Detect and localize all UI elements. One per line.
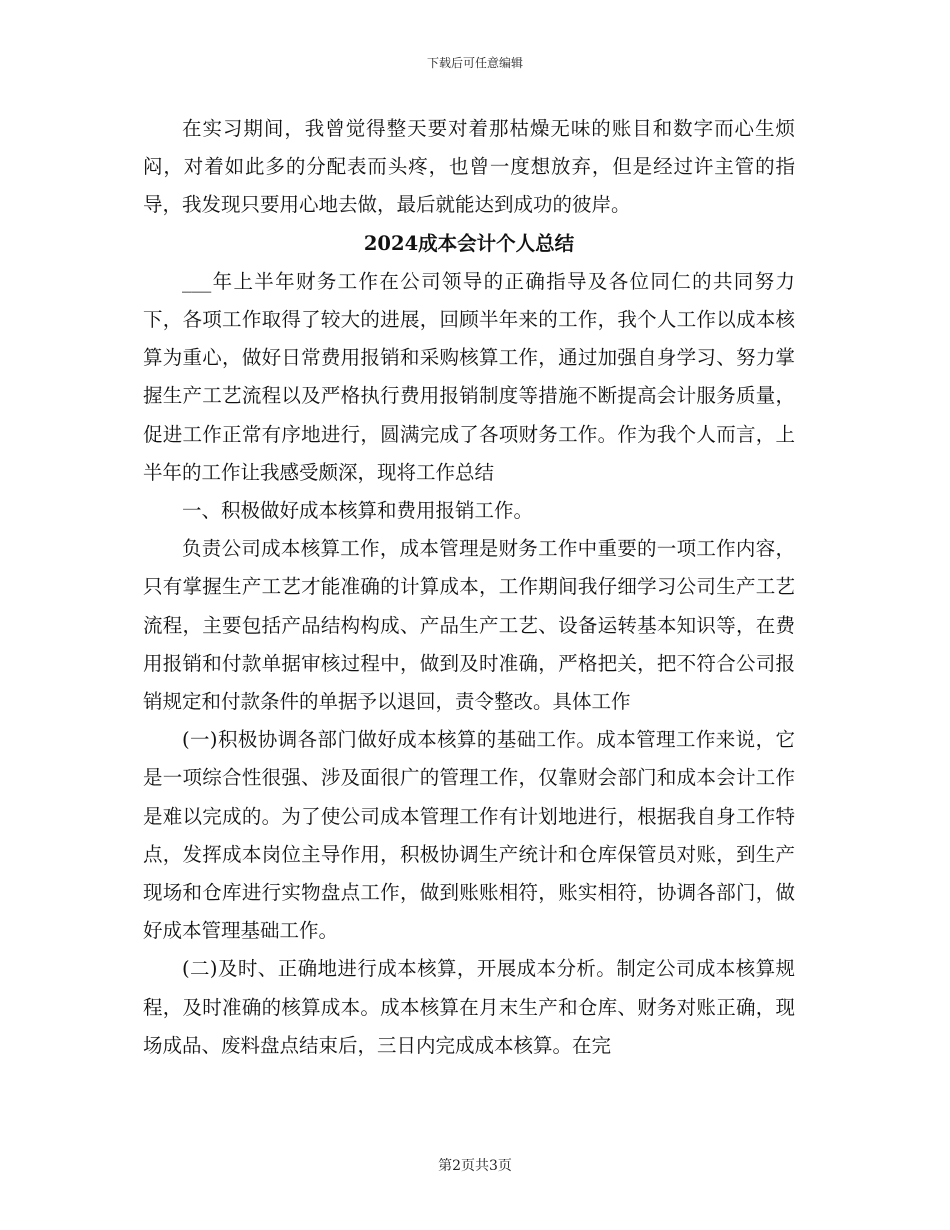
intro-paragraph: 在实习期间，我曾觉得整天要对着那枯燥无味的账目和数字而心生烦闷，对着如此多的分配表而头疼，也曾一度想放弃，但是经过许主管的指导，我发现只要用心地去做，最后就能达到成功的彼岸。: [143, 117, 795, 217]
paragraph-item-2: (二)及时、正确地进行成本核算，开展成本分析。制定公司成本核算规程，及时准确的核算成本。成本核算在月末生产和仓库、财务对账正确，现场成品、废料盘点结束后，三日内完成成本核算。在完: [143, 957, 795, 1057]
paragraph-item-1: (一)积极协调各部门做好成本核算的基础工作。成本管理工作来说，它是一项综合性很强、涉及面很广的管理工作，仅靠财会部门和成本会计工作是难以完成的。为了使公司成本管理工作有计划地进行，根据我自身工作特点，发挥成本岗位主导作用，积极协调生产统计和仓库保管员对账，到生产现场和仓库进行实物盘点工作，做到账账相符，账实相符，协调各部门，做好成本管理基础工作。: [143, 728, 795, 943]
page-footer: 第2页共3页: [438, 1158, 512, 1174]
document-body: [143, 110, 795, 1065]
section-heading-1: 一、积极做好成本核算和费用报销工作。: [182, 499, 534, 523]
document-title: 2024成本会计个人总结: [363, 231, 575, 255]
paragraph-opening: ___年上半年财务工作在公司领导的正确指导及各位同仁的共同努力下，各项工作取得了较大的进展，回顾半年来的工作，我个人工作以成本核算为重心，做好日常费用报销和采购核算工作，通过加强自身学习、努力掌握生产工艺流程以及严格执行费用报销制度等措施不断提高会计服务质量，促进工作正常有序地进行，圆满完成了各项财务工作。作为我个人而言，上半年的工作让我感受颇深，现将工作总结: [143, 269, 795, 484]
page-header: 下载后可任意编辑: [426, 56, 523, 70]
paragraph-cost-accounting: 负责公司成本核算工作，成本管理是财务工作中重要的一项工作内容，只有掌握生产工艺才能准确的计算成本，工作期间我仔细学习公司生产工艺流程，主要包括产品结构构成、产品生产工艺、设备运转基本知识等，在费用报销和付款单据审核过程中，做到及时准确，严格把关，把不符合公司报销规定和付款条件的单据予以退回，责令整改。具体工作: [143, 537, 795, 714]
